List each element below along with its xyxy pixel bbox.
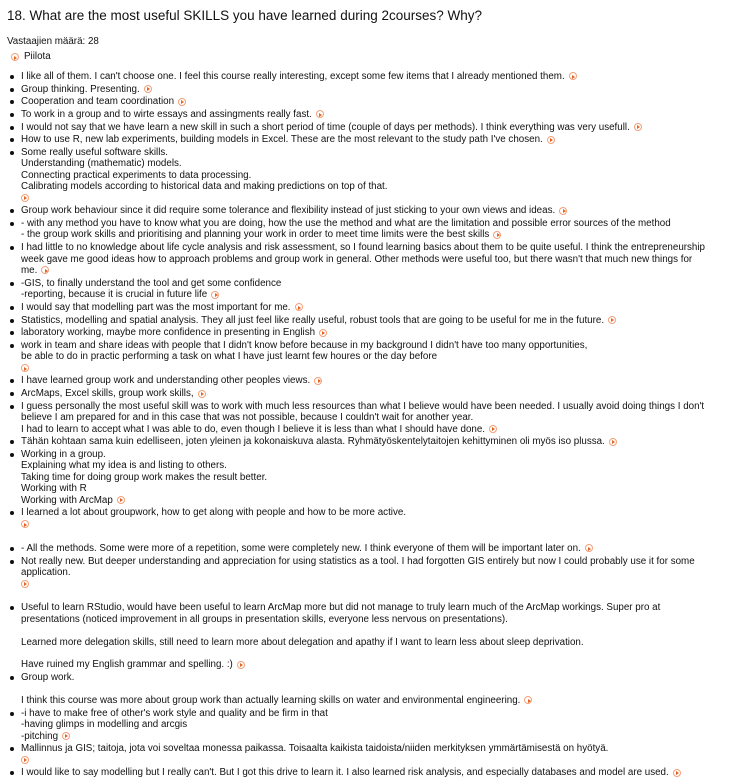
answer-line	[21, 460, 724, 471]
answer-gap	[21, 590, 724, 601]
answer-item	[21, 84, 724, 95]
answer-text: ArcMaps, Excel skills, group work skills,	[21, 388, 194, 400]
answer-line	[21, 755, 724, 766]
answer-line	[21, 495, 724, 506]
orange-play-icon[interactable]	[569, 72, 577, 80]
orange-play-icon[interactable]	[585, 544, 593, 552]
answer-item	[21, 134, 724, 145]
answer-text: Explaining what my idea is and listing to others.	[21, 460, 227, 472]
answer-text: I guess personally the most useful skill was to work with much less resources than what I believe would have been needed. I usually avoid doing things I don't	[21, 400, 705, 412]
answer-gap	[21, 648, 724, 659]
answer-text: be able to do in practic performing a task on what I have just learnt few houres or the day before	[21, 351, 438, 363]
answer-line	[21, 254, 724, 265]
answer-item	[21, 327, 724, 338]
orange-play-icon[interactable]	[211, 291, 219, 299]
answer-item	[21, 449, 724, 506]
orange-play-icon[interactable]	[21, 580, 29, 588]
answer-text: -reporting, because it is crucial in future life	[21, 289, 208, 301]
orange-play-icon[interactable]	[178, 98, 186, 106]
answer-line	[21, 731, 724, 742]
answer-line	[21, 659, 724, 670]
answer-line	[21, 315, 724, 326]
answer-line	[21, 351, 724, 362]
orange-play-icon[interactable]	[21, 194, 29, 202]
answer-item	[21, 242, 724, 276]
answer-text: me.	[21, 264, 38, 276]
answer-text: work in team and share ideas with people that I didn't know before because in my background I didn't have too many opportunities,	[21, 339, 588, 351]
orange-play-icon[interactable]	[547, 136, 555, 144]
answer-line	[21, 218, 724, 229]
answer-text: Not really new. But deeper understanding and appreciation for using statistics as a tool. I had forgotten GIS entirely but now I could probably use it for some	[21, 555, 695, 567]
answer-text: I had little to no knowledge about life cycle analysis and risk assessment, so I found learning basics about them to be quite useful. I think the entrepreneurship	[21, 242, 706, 254]
answer-line	[21, 449, 724, 460]
answer-text: Cooperation and team coordination	[21, 96, 175, 108]
answer-text: -having glimps in modelling and arcgis	[21, 719, 188, 731]
answer-list	[7, 71, 724, 779]
answer-text: application.	[21, 566, 71, 578]
answer-text: I think this course was more about group work than actually learning skills on water and environmental engineering.	[21, 694, 521, 706]
answer-text: Working in a group.	[21, 449, 106, 461]
answer-text: I had to learn to accept what I was able to do, even though I believe it is less than what I should have done.	[21, 423, 486, 435]
answer-text: I would not say that we have learn a new skill in such a short period of time (couple of days per methods). I think everything was very usefull.	[21, 121, 630, 133]
answer-item	[21, 401, 724, 435]
answer-text: Statistics, modelling and spatial analysis. They all just feel like really useful, robust tools that are going to be useful for me in the future.	[21, 314, 605, 326]
answer-line	[21, 71, 724, 82]
orange-play-icon[interactable]	[316, 110, 324, 118]
answer-text: Understanding (mathematic) models.	[21, 158, 182, 170]
answer-item	[21, 218, 724, 241]
answer-text: -i have to make free of other's work style and quality and be firm in that	[21, 707, 328, 719]
answer-item	[21, 109, 724, 120]
answer-line	[21, 363, 724, 374]
answer-line	[21, 767, 724, 778]
answer-text: I would like to say modelling but I really can't. But I got this drive to learn it. I also learned risk analysis, and especially databases and model are used.	[21, 767, 669, 779]
answer-line	[21, 719, 724, 730]
answer-text: Working with ArcMap	[21, 494, 113, 506]
answer-line	[21, 181, 724, 192]
orange-play-icon[interactable]	[21, 520, 29, 528]
answer-line	[21, 289, 724, 300]
hide-toggle[interactable]	[11, 51, 724, 62]
answer-text: Connecting practical experiments to data processing.	[21, 169, 252, 181]
answer-line	[21, 637, 724, 648]
answer-item	[21, 315, 724, 326]
answer-text: presentations (noticed improvement in all groups in presentation skills, everyone less nervous on presentations).	[21, 613, 508, 625]
answer-item	[21, 436, 724, 447]
answer-line	[21, 519, 724, 530]
orange-play-icon[interactable]	[41, 266, 49, 274]
answer-text: Group work.	[21, 672, 75, 684]
answer-line	[21, 170, 724, 181]
answer-line	[21, 436, 724, 447]
answer-item	[21, 672, 724, 706]
answer-item	[21, 278, 724, 301]
answer-line	[21, 375, 724, 386]
answer-line	[21, 424, 724, 435]
answer-line	[21, 412, 724, 423]
answer-item	[21, 507, 724, 541]
answer-text: believe I am prepared for and in this case that was not possible, because I couldn't wait for another year.	[21, 412, 474, 424]
answer-text: Useful to learn RStudio, would have been useful to learn ArcMap more but did not manage to truly learn much of the ArcMap workings. Super pro at	[21, 602, 661, 614]
answer-item	[21, 340, 724, 374]
answer-text: I would say that modelling part was the most important for me.	[21, 301, 291, 313]
answer-text: I have learned group work and understanding other peoples views.	[21, 375, 311, 387]
answer-text: I like all of them. I can't choose one. I feel this course really interesting, except some few items that I already mentioned them.	[21, 70, 565, 82]
answer-item	[21, 767, 724, 778]
answer-text: week gave me good ideas how to approach problems and group work in general. Other methods were useful too, but there wasn't that much new things for	[21, 253, 693, 265]
orange-play-icon[interactable]	[295, 303, 303, 311]
answer-line	[21, 672, 724, 683]
answer-line	[21, 614, 724, 625]
answer-line	[21, 543, 724, 554]
answer-line	[21, 483, 724, 494]
answer-text: How to use R, new lab experiments, building models in Excel. These are the most relevant to the study path I've chosen.	[21, 134, 543, 146]
orange-play-icon[interactable]	[673, 769, 681, 777]
answer-text: Tähän kohtaan sama kuin edelliseen, joten yleinen ja kokonaiskuva alasta. Ryhmätyöskentelytaitojen kehittyminen oli myös iso plussa.	[21, 436, 605, 448]
answer-line	[21, 472, 724, 483]
answer-text: Have ruined my English grammar and spelling. :)	[21, 659, 233, 671]
answer-line	[21, 302, 724, 313]
answer-text: I learned a lot about groupwork, how to get along with people and how to be more active.	[21, 507, 407, 519]
orange-play-icon[interactable]	[21, 756, 29, 764]
respondent-count: Vastaajien määrä: 28	[7, 36, 99, 47]
answer-text: Group thinking. Presenting.	[21, 83, 140, 95]
orange-play-icon[interactable]	[144, 85, 152, 93]
answer-line	[21, 229, 724, 240]
answer-text: Learned more delegation skills, still need to learn more about delegation and apathy if I want to learn less about sleep deprivation.	[21, 636, 584, 648]
answer-text: -GIS, to finally understand the tool and get some confidence	[21, 277, 282, 289]
answer-text: Group work behaviour since it did require some tolerance and flexibility instead of just sticking to your own views and ideas.	[21, 205, 556, 217]
answer-item	[21, 388, 724, 399]
orange-play-icon[interactable]	[21, 364, 29, 372]
orange-play-icon	[11, 53, 19, 61]
question-title: 18. What are the most useful SKILLS you have learned during 2courses? Why?	[7, 8, 483, 23]
answer-line	[21, 84, 724, 95]
orange-play-icon[interactable]	[319, 329, 327, 337]
answer-line	[21, 158, 724, 169]
answer-item	[21, 96, 724, 107]
answer-item	[21, 302, 724, 313]
orange-play-icon[interactable]	[314, 377, 322, 385]
answer-text: Mallinnus ja GIS; taitoja, jota voi soveltaa monessa paikassa. Toisaalta kaikista taidoista/niiden merkityksen ymmärtämisestä on hyötyä.	[21, 743, 609, 755]
answer-line	[21, 265, 724, 276]
answer-text: - the group work skills and prioritising and planning your work in order to meet time limits were the best skills	[21, 229, 490, 241]
hide-label[interactable]: Piilota	[24, 51, 51, 63]
answer-line	[21, 695, 724, 706]
answer-line	[21, 401, 724, 412]
answer-line	[21, 147, 724, 158]
answer-gap	[21, 530, 724, 541]
answer-line	[21, 205, 724, 216]
answer-line	[21, 96, 724, 107]
orange-play-icon[interactable]	[609, 438, 617, 446]
answer-text: - All the methods. Some were more of a repetition, some were completely new. I think everyone of them will be important later on.	[21, 542, 581, 554]
answer-line	[21, 193, 724, 204]
answer-line	[21, 556, 724, 567]
answer-text: To work in a group and to wirte essays and assingments really fast.	[21, 108, 312, 120]
orange-play-icon[interactable]	[62, 732, 70, 740]
orange-play-icon[interactable]	[524, 696, 532, 704]
answer-text: -pitching	[21, 730, 59, 742]
answer-line	[21, 340, 724, 351]
answer-line	[21, 567, 724, 578]
answer-line	[21, 507, 724, 518]
answer-item	[21, 543, 724, 554]
answer-line	[21, 708, 724, 719]
answer-text: - with any method you have to know what you are doing, how the use the method and what are the limitation and possible error sources of the method	[21, 218, 671, 230]
answer-text: Working with R	[21, 483, 87, 495]
orange-play-icon[interactable]	[559, 207, 567, 215]
orange-play-icon[interactable]	[493, 231, 501, 239]
answer-line	[21, 109, 724, 120]
answer-item	[21, 375, 724, 386]
answer-line	[21, 122, 724, 133]
answer-item	[21, 602, 724, 670]
orange-play-icon[interactable]	[489, 425, 497, 433]
answer-text: Taking time for doing group work makes the result better.	[21, 471, 268, 483]
answer-line	[21, 388, 724, 399]
answer-item	[21, 205, 724, 216]
answer-line	[21, 134, 724, 145]
answer-item	[21, 147, 724, 204]
answer-line	[21, 743, 724, 754]
answer-text: Some really useful software skills.	[21, 147, 169, 159]
answer-item	[21, 708, 724, 742]
answer-line	[21, 278, 724, 289]
answer-gap	[21, 625, 724, 636]
answer-line	[21, 578, 724, 589]
orange-play-icon[interactable]	[237, 661, 245, 669]
orange-play-icon[interactable]	[198, 390, 206, 398]
orange-play-icon[interactable]	[608, 316, 616, 324]
answer-line	[21, 327, 724, 338]
answer-line	[21, 242, 724, 253]
orange-play-icon[interactable]	[634, 123, 642, 131]
answer-item	[21, 556, 724, 602]
orange-play-icon[interactable]	[117, 496, 125, 504]
answer-item	[21, 122, 724, 133]
answer-item	[21, 743, 724, 766]
answer-line	[21, 602, 724, 613]
answer-text: Calibrating models according to historical data and making predictions on top of that.	[21, 181, 388, 193]
answer-text: laboratory working, maybe more confidence in presenting in English	[21, 327, 316, 339]
answer-gap	[21, 684, 724, 695]
answer-item	[21, 71, 724, 82]
